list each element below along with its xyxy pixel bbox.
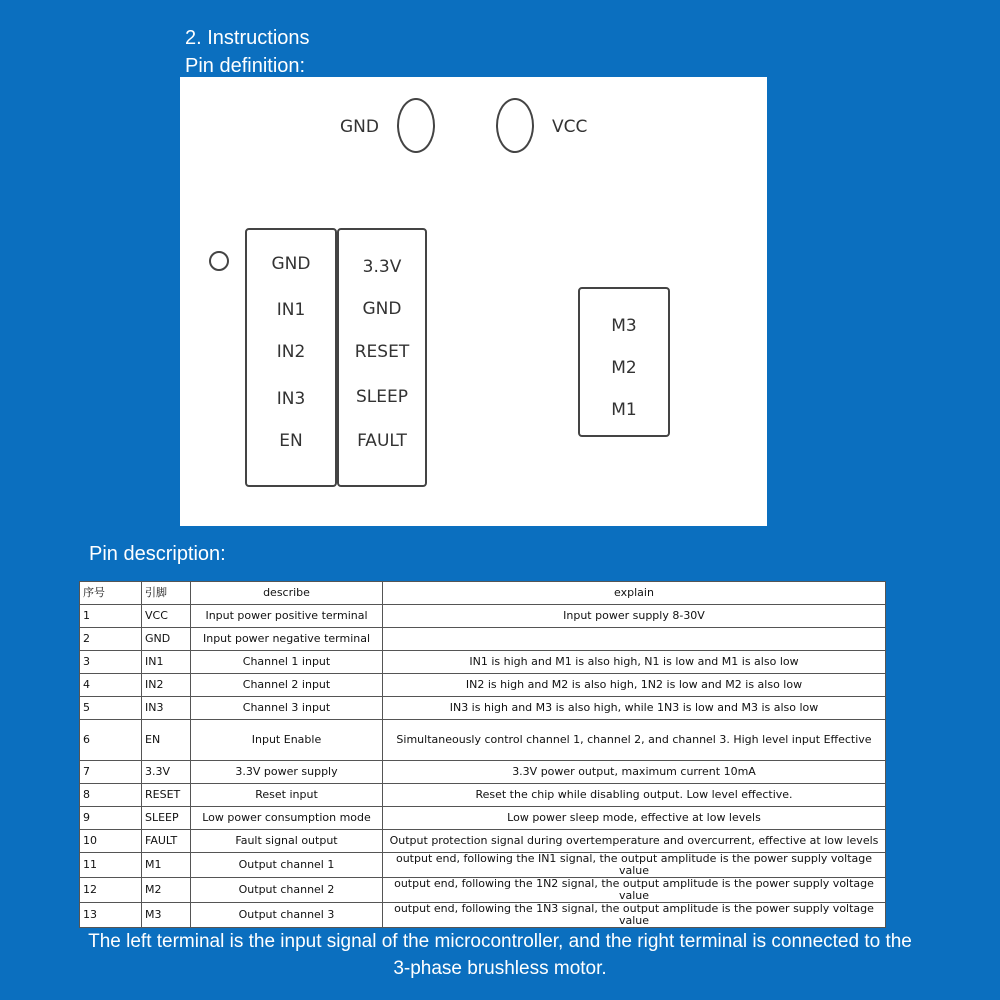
table-row	[80, 878, 886, 903]
row-describe: Channel 3 input	[191, 697, 383, 720]
footer-note	[0, 928, 1000, 982]
table-row	[80, 605, 886, 628]
row-pin: SLEEP	[142, 807, 191, 830]
row-describe: 3.3V power supply	[191, 761, 383, 784]
vcc-terminal-hole	[496, 98, 534, 153]
row-pin: IN3	[142, 697, 191, 720]
middle-pin-reset: RESET	[354, 342, 410, 362]
row-explain: IN2 is high and M2 is also high, 1N2 is low and M2 is also low	[383, 674, 886, 697]
table-row	[80, 830, 886, 853]
row-describe: Reset input	[191, 784, 383, 807]
row-number: 10	[80, 830, 142, 853]
row-pin: RESET	[142, 784, 191, 807]
row-describe: Input Enable	[191, 720, 383, 761]
row-explain: Input power supply 8-30V	[383, 605, 886, 628]
row-describe: Output channel 2	[191, 878, 383, 903]
table-header-row	[80, 582, 886, 605]
pin-definition-heading: Pin definition:	[185, 55, 306, 77]
left-pin-in2: IN2	[276, 342, 306, 362]
section-heading: 2. Instructions	[185, 27, 310, 49]
row-explain: 3.3V power output, maximum current 10mA	[383, 761, 886, 784]
pin-description-table	[79, 581, 885, 928]
row-explain: Reset the chip while disabling output. Low level effective.	[383, 784, 886, 807]
row-pin: IN1	[142, 651, 191, 674]
header-cell: explain	[383, 582, 886, 605]
motor-pin-m2: M2	[611, 358, 637, 378]
row-pin: EN	[142, 720, 191, 761]
left-pin-in3: IN3	[276, 389, 306, 409]
row-explain: Output protection signal during overtemperature and overcurrent, effective at low levels	[383, 830, 886, 853]
row-pin: GND	[142, 628, 191, 651]
pin-description-heading: Pin description:	[89, 543, 226, 565]
row-describe: Output channel 3	[191, 903, 383, 928]
row-number: 9	[80, 807, 142, 830]
left-pin-en: EN	[279, 431, 303, 451]
row-explain: Low power sleep mode, effective at low levels	[383, 807, 886, 830]
row-describe: Channel 1 input	[191, 651, 383, 674]
row-explain: IN3 is high and M3 is also high, while 1N3 is low and M3 is also low	[383, 697, 886, 720]
row-number: 3	[80, 651, 142, 674]
row-explain: Simultaneously control channel 1, channel 2, and channel 3. High level input Effective	[383, 720, 886, 761]
footer-line-2: 3-phase brushless motor.	[393, 958, 607, 979]
row-number: 8	[80, 784, 142, 807]
footer-line-1: The left terminal is the input signal of the microcontroller, and the right terminal is connected to the	[88, 931, 912, 952]
header-cell: 引脚	[142, 582, 191, 605]
motor-pin-m1: M1	[611, 400, 637, 420]
row-number: 6	[80, 720, 142, 761]
table-row	[80, 903, 886, 928]
row-number: 2	[80, 628, 142, 651]
left-pin-in1: IN1	[276, 300, 306, 320]
row-explain: output end, following the 1N2 signal, the output amplitude is the power supply voltage value	[383, 878, 886, 903]
left-pin-gnd: GND	[271, 254, 311, 274]
table-row	[80, 761, 886, 784]
row-pin: IN2	[142, 674, 191, 697]
table-row	[80, 651, 886, 674]
motor-connector	[578, 287, 670, 437]
row-pin: FAULT	[142, 830, 191, 853]
row-number: 4	[80, 674, 142, 697]
row-number: 12	[80, 878, 142, 903]
row-number: 7	[80, 761, 142, 784]
left-connector	[245, 228, 337, 487]
row-describe: Low power consumption mode	[191, 807, 383, 830]
header-cell: 序号	[80, 582, 142, 605]
row-describe: Input power negative terminal	[191, 628, 383, 651]
row-describe: Fault signal output	[191, 830, 383, 853]
row-explain	[383, 628, 886, 651]
row-describe: Input power positive terminal	[191, 605, 383, 628]
table-row	[80, 720, 886, 761]
middle-pin-3v3: 3.3V	[362, 257, 402, 277]
middle-pin-gnd: GND	[362, 299, 402, 319]
motor-pin-m3: M3	[611, 316, 637, 336]
middle-pin-sleep: SLEEP	[356, 387, 408, 407]
pin-diagram	[180, 77, 767, 526]
row-pin: M2	[142, 878, 191, 903]
row-describe: Channel 2 input	[191, 674, 383, 697]
gnd-power-label: GND	[340, 117, 379, 137]
table-row	[80, 697, 886, 720]
row-explain: output end, following the 1N3 signal, the output amplitude is the power supply voltage value	[383, 903, 886, 928]
table-row	[80, 853, 886, 878]
row-describe: Output channel 1	[191, 853, 383, 878]
row-pin: 3.3V	[142, 761, 191, 784]
table-row	[80, 628, 886, 651]
row-explain: IN1 is high and M1 is also high, N1 is low and M1 is also low	[383, 651, 886, 674]
gnd-terminal-hole	[397, 98, 435, 153]
row-number: 1	[80, 605, 142, 628]
row-number: 11	[80, 853, 142, 878]
header-cell: describe	[191, 582, 383, 605]
middle-pin-fault: FAULT	[357, 431, 407, 451]
vcc-power-label: VCC	[552, 117, 588, 137]
table-row	[80, 784, 886, 807]
row-pin: M1	[142, 853, 191, 878]
table-row	[80, 807, 886, 830]
row-explain: output end, following the IN1 signal, the output amplitude is the power supply voltage value	[383, 853, 886, 878]
row-pin: M3	[142, 903, 191, 928]
mounting-hole	[209, 251, 229, 271]
row-pin: VCC	[142, 605, 191, 628]
middle-connector	[337, 228, 427, 487]
table-row	[80, 674, 886, 697]
row-number: 13	[80, 903, 142, 928]
row-number: 5	[80, 697, 142, 720]
